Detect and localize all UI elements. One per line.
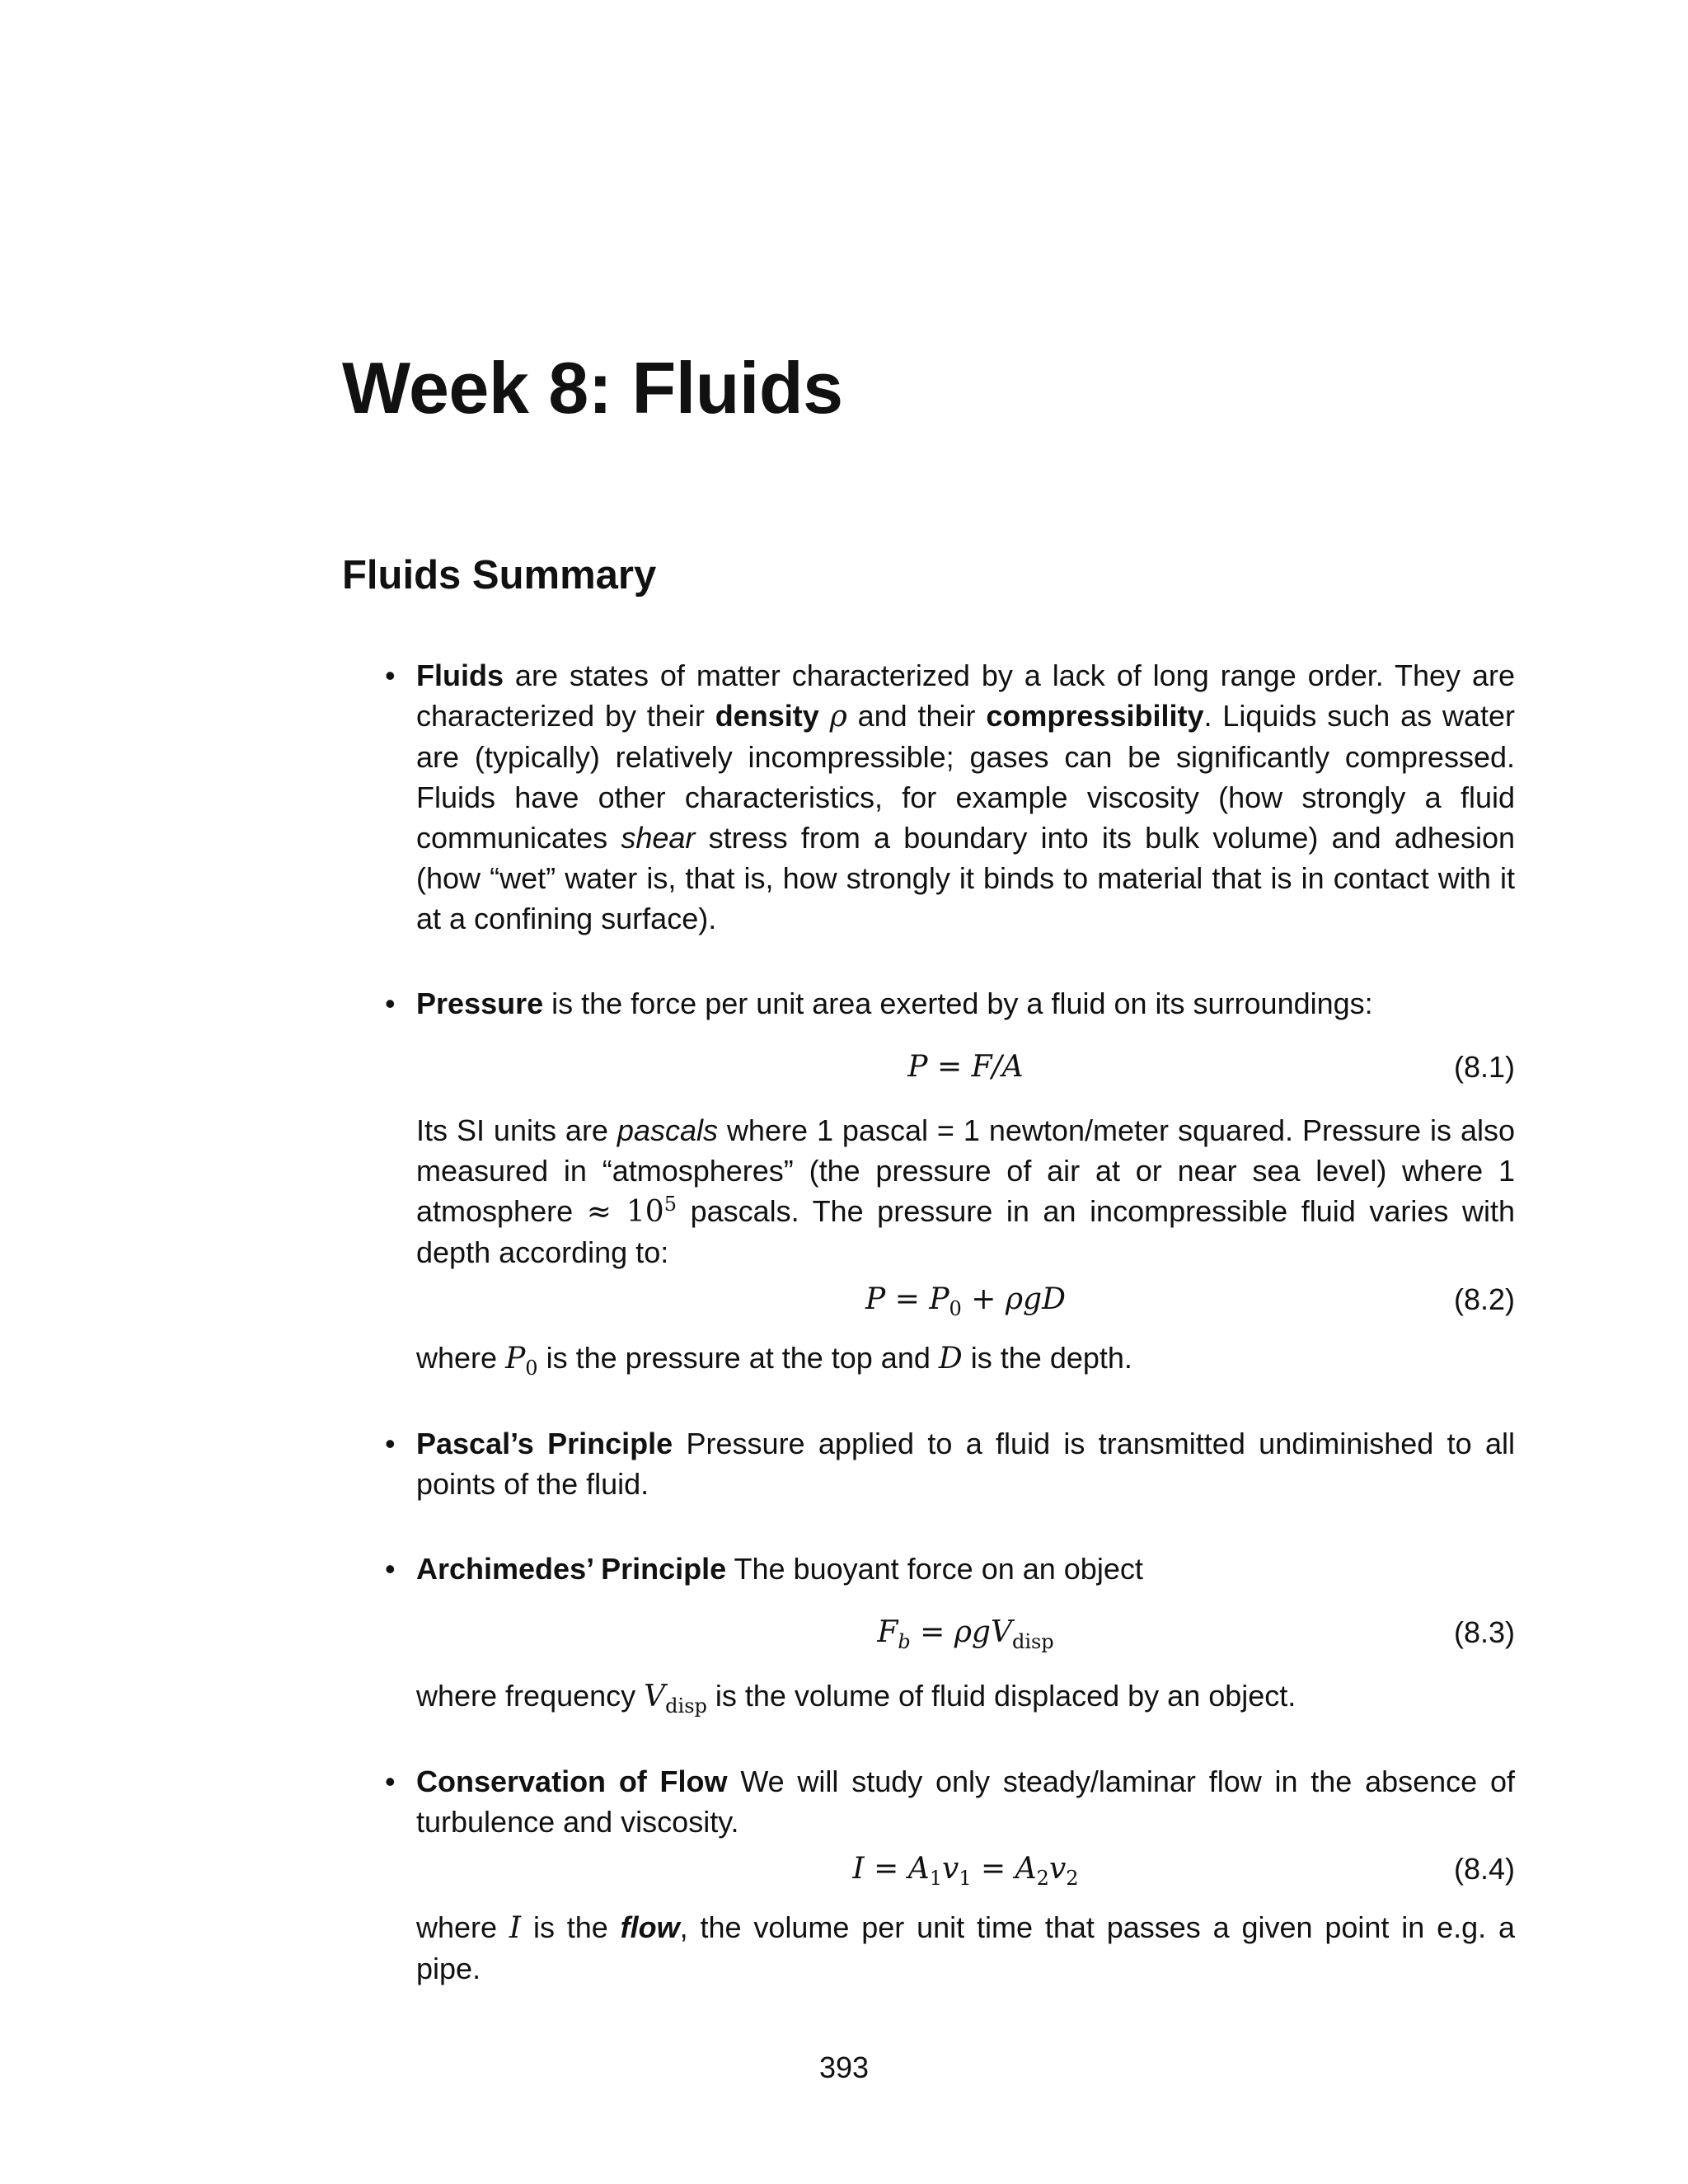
bullet-icon: • [385,1427,396,1460]
equation: $F_b = \rho gV_{disp}$ [877,1615,1054,1654]
pascals-paragraph: Pascal’s Principle Pressure applied to a fluid is transmitted undiminished to all points of the fluid. [416,1427,1516,1501]
equation-number: (8.1) [1453,1050,1515,1084]
term-pascals-principle: Pascal’s Principle [416,1427,673,1460]
archimedes-explanation: where frequency $V_{disp}$ is the volume of fluid displaced by an object. [416,1679,1296,1718]
equation: $P = P_0 + \rho gD$ [865,1282,1066,1321]
bullet-icon: • [385,658,396,692]
list-item-archimedes-principle [385,1549,1515,1718]
term-archimedes-principle: Archimedes’ Principle [416,1552,727,1586]
list-item-conservation-of-flow [385,1761,1515,1989]
equation-number: (8.4) [1453,1852,1515,1886]
depth-explanation: where $P_0$ is the pressure at the top and D is the depth. [416,1341,1132,1380]
term-flow: flow [620,1910,680,1944]
flow-explanation: where I is the flow, the volume per unit time that passes a given point in e.g. a pipe. [416,1910,1515,1985]
equation: P = F/A [907,1050,1024,1084]
equation-8-4 [416,1849,1515,1889]
pressure-units-paragraph: Its SI units are pascals where 1 pascal = 1 newton/meter squared. Pressure is also measured in “atmospheres” (the pressure of air at or near sea level) where 1 atmosphere ≈ $10^5$ pascals. The pressure in an incompressible fluid varies with depth according to: [416,1113,1516,1269]
chapter-title: Week 8: Fluids [342,347,843,429]
bullet-icon: • [385,987,396,1020]
page-number: 393 [818,2050,870,2084]
term-density: density [715,699,819,733]
bullet-icon: • [385,1552,396,1586]
term-pressure: Pressure [416,987,544,1020]
list-item-pascals-principle [385,1423,1516,1504]
bullet-icon: • [385,1765,396,1798]
equation: $I = A_1v_1 = A_2v_2$ [852,1852,1079,1891]
summary-list [385,655,1516,2033]
equation-8-1 [416,1047,1515,1087]
equation-number: (8.3) [1453,1615,1515,1649]
pressure-intro: Pressure is the force per unit area exerted by a fluid on its surroundings: [416,987,1373,1020]
approx-symbol: ≈ $10^5$ [586,1193,677,1229]
emphasis-pascals: pascals [617,1113,718,1147]
rho-symbol: ρ [829,700,847,733]
list-item-pressure [385,983,1516,1380]
emphasis-shear: shear [621,821,696,855]
section-title: Fluids Summary [342,553,657,598]
term-conservation-of-flow: Conservation of Flow [416,1765,728,1798]
equation-8-3 [416,1612,1515,1652]
term-compressibility: compressibility [986,699,1204,733]
equation-number: (8.2) [1453,1282,1515,1316]
equation-8-2 [416,1279,1515,1319]
list-item-fluids [385,655,1516,939]
term-fluids: Fluids [416,658,504,692]
fluids-paragraph: Fluids are states of matter characterized by a lack of long range order. They are characterized by their density ρ and their compressibility. Liquids such as water are (typically) relatively incompressible; gases can be significantly compressed. Fluids have other characteristics, for example viscosity (how strongly a fluid communicates shear stress from a boundary into its bulk volume) and adhesion (how “wet” water is, that is, how strongly it binds to material that is in contact with it at a confining surface). [416,658,1516,935]
flow-intro: Conservation of Flow We will study only steady/laminar flow in the absence of turbulence and viscosity. [416,1765,1515,1839]
archimedes-intro: Archimedes’ Principle The buoyant force on an object [416,1552,1143,1586]
